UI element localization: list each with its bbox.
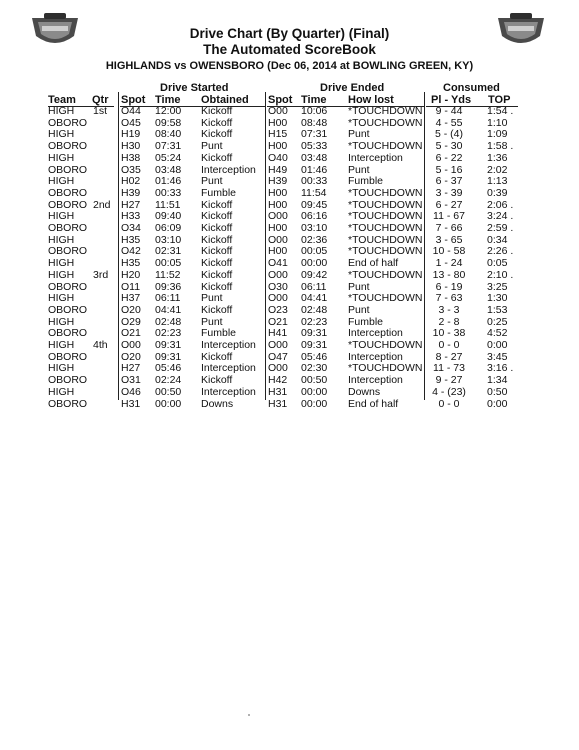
- cell-team: OBORO: [48, 327, 88, 340]
- cell-qtr: 2nd: [93, 198, 111, 211]
- group-drive-started: Drive Started: [160, 82, 229, 94]
- cell-how-lost: *TOUCHDOWN: [348, 292, 423, 305]
- cell-pl-yds: 5 - (4): [434, 128, 463, 141]
- cell-pl-yds: 4 - (23): [432, 385, 466, 398]
- cell-end-time: 02:30: [301, 362, 328, 375]
- cell-end-time: 05:46: [301, 350, 328, 363]
- cell-pl-yds: 7 - 63: [435, 292, 463, 305]
- cell-top: 1:53: [487, 303, 508, 316]
- cell-time: 11:51: [155, 198, 181, 211]
- cell-time: 09:31: [155, 350, 182, 363]
- cell-end-time: 02:36: [301, 233, 328, 246]
- cell-qtr: 1st: [93, 105, 108, 117]
- cell-spot: O46: [121, 385, 141, 398]
- cell-time: 06:09: [155, 222, 182, 234]
- cell-pl-yds: 13 - 80: [432, 268, 466, 281]
- cell-spot: O29: [121, 315, 141, 328]
- cell-time: 03:48: [155, 163, 182, 176]
- cell-obtained: Kickoff: [201, 151, 233, 164]
- cell-end-spot: H00: [268, 186, 288, 199]
- cell-how-lost: Downs: [348, 385, 381, 398]
- cell-pl-yds: 3 - 39: [435, 186, 463, 199]
- cell-team: OBORO: [48, 350, 88, 363]
- cell-time: 02:31: [155, 245, 182, 258]
- col-obtained: Obtained: [201, 94, 249, 106]
- cell-spot: H30: [121, 140, 141, 153]
- cell-spot: O42: [121, 245, 141, 258]
- cell-pl-yds: 0 - 0: [438, 397, 460, 410]
- cell-team: HIGH: [48, 292, 75, 305]
- cell-obtained: Downs: [201, 397, 234, 410]
- cell-end-spot: H31: [268, 397, 288, 410]
- cell-end-spot: O00: [268, 268, 288, 281]
- cell-time: 01:46: [155, 175, 182, 188]
- cell-pl-yds: 0 - 0: [438, 339, 460, 351]
- cell-time: 08:40: [155, 128, 182, 141]
- cell-end-time: 04:41: [301, 292, 328, 305]
- cell-pl-yds: 2 - 8: [438, 315, 460, 328]
- cell-team: HIGH: [48, 362, 75, 375]
- cell-how-lost: *TOUCHDOWN: [348, 210, 423, 223]
- cell-end-spot: H00: [268, 140, 288, 153]
- cell-top: 0:05: [487, 257, 508, 270]
- cell-how-lost: *TOUCHDOWN: [348, 339, 423, 351]
- cell-obtained: Fumble: [201, 186, 237, 199]
- col-end-time: Time: [301, 94, 327, 106]
- table-row: [0, 188, 579, 200]
- cell-obtained: Kickoff: [201, 116, 233, 129]
- cell-end-time: 02:48: [301, 303, 328, 316]
- cell-obtained: Interception: [201, 163, 256, 176]
- cell-time: 00:33: [155, 186, 182, 199]
- cell-team: OBORO: [48, 186, 88, 199]
- cell-end-time: 06:11: [301, 280, 327, 293]
- col-time: Time: [155, 94, 181, 106]
- cell-spot: O35: [121, 163, 141, 176]
- col-team: Team: [48, 94, 76, 106]
- cell-top: 2:26 .: [487, 245, 514, 258]
- cell-obtained: Kickoff: [201, 222, 233, 234]
- cell-end-spot: H00: [268, 116, 288, 129]
- cell-time: 05:24: [155, 151, 182, 164]
- cell-pl-yds: 10 - 58: [432, 245, 466, 258]
- cell-end-time: 09:45: [301, 198, 328, 211]
- cell-end-time: 11:54: [301, 186, 327, 199]
- cell-how-lost: End of half: [348, 257, 399, 270]
- col-how-lost: How lost: [348, 94, 394, 106]
- cell-time: 05:46: [155, 362, 182, 375]
- group-drive-ended: Drive Ended: [320, 82, 385, 94]
- table-row: [0, 387, 579, 399]
- cell-obtained: Fumble: [201, 327, 237, 340]
- cell-end-spot: H42: [268, 374, 288, 387]
- cell-end-time: 10:06: [301, 105, 328, 117]
- cell-spot: O44: [121, 105, 141, 117]
- table-row: [0, 270, 579, 282]
- cell-top: 1:58 .: [487, 140, 514, 153]
- cell-time: 02:48: [155, 315, 182, 328]
- cell-how-lost: *TOUCHDOWN: [348, 198, 423, 211]
- cell-team: OBORO: [48, 163, 88, 176]
- col-qtr: Qtr: [92, 94, 109, 106]
- cell-spot: O34: [121, 222, 141, 234]
- cell-end-time: 00:05: [301, 245, 328, 258]
- cell-how-lost: Fumble: [348, 175, 384, 188]
- table-row: [0, 106, 579, 118]
- cell-team: OBORO: [48, 198, 88, 211]
- cell-spot: H02: [121, 175, 141, 188]
- cell-how-lost: *TOUCHDOWN: [348, 222, 423, 234]
- cell-pl-yds: 6 - 19: [435, 280, 463, 293]
- cell-pl-yds: 3 - 3: [438, 303, 460, 316]
- cell-team: HIGH: [48, 315, 75, 328]
- cell-time: 03:10: [155, 233, 182, 246]
- cell-end-spot: H31: [268, 385, 288, 398]
- cell-team: OBORO: [48, 303, 88, 316]
- cell-top: 2:10 .: [487, 268, 514, 281]
- cell-obtained: Punt: [201, 315, 223, 328]
- cell-end-time: 06:16: [301, 210, 328, 223]
- cell-end-time: 09:42: [301, 268, 328, 281]
- cell-team: OBORO: [48, 397, 88, 410]
- cell-time: 09:36: [155, 280, 182, 293]
- cell-end-time: 07:31: [301, 128, 328, 141]
- cell-spot: H19: [121, 128, 141, 141]
- report-title: Drive Chart (By Quarter) (Final): [189, 26, 390, 41]
- cell-obtained: Punt: [201, 140, 223, 153]
- cell-team: OBORO: [48, 245, 88, 258]
- cell-time: 00:05: [155, 257, 182, 270]
- cell-obtained: Kickoff: [201, 210, 233, 223]
- scan-speck: [248, 714, 250, 716]
- cell-team: HIGH: [48, 210, 75, 223]
- cell-obtained: Interception: [201, 362, 256, 375]
- cell-spot: H31: [121, 397, 141, 410]
- cell-how-lost: *TOUCHDOWN: [348, 116, 423, 129]
- cell-obtained: Interception: [201, 339, 256, 351]
- cell-obtained: Kickoff: [201, 257, 233, 270]
- cell-pl-yds: 6 - 22: [435, 151, 463, 164]
- col-end-spot: Spot: [268, 94, 293, 106]
- cell-end-spot: O41: [268, 257, 288, 270]
- cell-end-spot: H41: [268, 327, 288, 340]
- col-pl-yds: Pl - Yds: [431, 94, 472, 106]
- cell-pl-yds: 10 - 38: [432, 327, 466, 340]
- cell-obtained: Kickoff: [201, 268, 233, 281]
- cell-how-lost: Interception: [348, 151, 403, 164]
- cell-end-spot: O00: [268, 210, 288, 223]
- cell-end-spot: H49: [268, 163, 288, 176]
- cell-spot: O20: [121, 350, 141, 363]
- cell-team: HIGH: [48, 339, 75, 351]
- cell-how-lost: *TOUCHDOWN: [348, 140, 423, 153]
- cell-time: 09:40: [155, 210, 182, 223]
- cell-how-lost: Interception: [348, 350, 403, 363]
- cell-obtained: Kickoff: [201, 350, 233, 363]
- cell-team: OBORO: [48, 222, 88, 234]
- cell-time: 02:23: [155, 327, 182, 340]
- cell-time: 06:11: [155, 292, 181, 305]
- cell-end-time: 00:00: [301, 257, 328, 270]
- cell-time: 07:31: [155, 140, 182, 153]
- cell-top: 3:16 .: [487, 362, 514, 375]
- cell-top: 3:25: [487, 280, 508, 293]
- cell-spot: O00: [121, 339, 141, 351]
- cell-pl-yds: 9 - 44: [435, 105, 463, 117]
- cell-spot: H35: [121, 257, 141, 270]
- cell-top: 2:06 .: [487, 198, 514, 211]
- cell-end-spot: O00: [268, 233, 288, 246]
- cell-top: 0:50: [487, 385, 508, 398]
- report-subtitle: The Automated ScoreBook: [203, 42, 376, 57]
- cell-time: 09:58: [155, 116, 182, 129]
- table-row: [0, 399, 579, 411]
- cell-pl-yds: 1 - 24: [435, 257, 463, 270]
- cell-spot: H27: [121, 362, 141, 375]
- cell-obtained: Kickoff: [201, 128, 233, 141]
- cell-pl-yds: 5 - 16: [435, 163, 463, 176]
- cell-end-time: 05:33: [301, 140, 328, 153]
- cell-end-spot: O40: [268, 151, 288, 164]
- cell-end-time: 00:33: [301, 175, 328, 188]
- cell-top: 0:00: [487, 397, 508, 410]
- cell-spot: O45: [121, 116, 141, 129]
- cell-spot: H38: [121, 151, 141, 164]
- cell-team: HIGH: [48, 233, 75, 246]
- cell-obtained: Kickoff: [201, 105, 233, 117]
- cell-end-spot: H00: [268, 245, 288, 258]
- cell-spot: H27: [121, 198, 141, 211]
- cell-end-time: 03:10: [301, 222, 328, 234]
- cell-how-lost: *TOUCHDOWN: [348, 362, 423, 375]
- cell-obtained: Kickoff: [201, 280, 233, 293]
- cell-how-lost: Fumble: [348, 315, 384, 328]
- cell-obtained: Kickoff: [201, 245, 233, 258]
- cell-top: 1:09: [487, 128, 508, 141]
- cell-end-time: 09:31: [301, 327, 328, 340]
- cell-top: 2:59 .: [487, 222, 514, 234]
- cell-team: HIGH: [48, 105, 75, 117]
- cell-end-spot: O00: [268, 339, 288, 351]
- cell-top: 0:34: [487, 233, 508, 246]
- cell-obtained: Kickoff: [201, 303, 233, 316]
- cell-spot: H37: [121, 292, 141, 305]
- cell-end-spot: O00: [268, 362, 288, 375]
- cell-how-lost: Interception: [348, 327, 403, 340]
- cell-qtr: 3rd: [93, 268, 109, 281]
- cell-obtained: Kickoff: [201, 233, 233, 246]
- cell-end-spot: O23: [268, 303, 288, 316]
- cell-pl-yds: 11 - 67: [433, 210, 465, 223]
- cell-end-spot: H39: [268, 175, 288, 188]
- cell-how-lost: Punt: [348, 163, 370, 176]
- cell-top: 0:25: [487, 315, 508, 328]
- cell-end-time: 01:46: [301, 163, 328, 176]
- cell-top: 1:10: [487, 116, 508, 129]
- cell-top: 1:54 .: [487, 105, 514, 117]
- cell-how-lost: *TOUCHDOWN: [348, 105, 423, 117]
- cell-end-spot: O21: [268, 315, 288, 328]
- cell-how-lost: End of half: [348, 397, 399, 410]
- cell-time: 04:41: [155, 303, 182, 316]
- cell-end-spot: H00: [268, 222, 288, 234]
- cell-team: HIGH: [48, 385, 75, 398]
- cell-obtained: Punt: [201, 175, 223, 188]
- cell-how-lost: *TOUCHDOWN: [348, 245, 423, 258]
- table-row: [0, 340, 579, 352]
- cell-time: 12:00: [155, 105, 182, 117]
- cell-time: 09:31: [155, 339, 182, 351]
- cell-end-time: 09:31: [301, 339, 328, 351]
- cell-team: HIGH: [48, 175, 75, 188]
- cell-time: 00:50: [155, 385, 182, 398]
- table-row: [0, 223, 579, 235]
- cell-team: HIGH: [48, 128, 75, 141]
- cell-end-spot: O30: [268, 280, 288, 293]
- matchup-line: HIGHLANDS vs OWENSBORO (Dec 06, 2014 at BOWLING GREEN, KY): [105, 60, 474, 72]
- cell-obtained: Punt: [201, 292, 223, 305]
- cell-team: HIGH: [48, 151, 75, 164]
- cell-time: 02:24: [155, 374, 182, 387]
- cell-pl-yds: 4 - 55: [435, 116, 463, 129]
- cell-top: 1:13: [487, 175, 508, 188]
- cell-top: 3:24 .: [487, 210, 514, 223]
- cell-end-time: 00:00: [301, 385, 328, 398]
- cell-how-lost: *TOUCHDOWN: [348, 233, 423, 246]
- cell-top: 3:45: [487, 350, 508, 363]
- cell-spot: O20: [121, 303, 141, 316]
- cell-top: 0:00: [487, 339, 508, 351]
- cell-spot: H20: [121, 268, 141, 281]
- cell-pl-yds: 6 - 37: [435, 175, 463, 188]
- cell-team: HIGH: [48, 268, 75, 281]
- cell-top: 1:30: [487, 292, 508, 305]
- cell-time: 00:00: [155, 397, 182, 410]
- col-top: TOP: [488, 94, 511, 106]
- cell-pl-yds: 7 - 66: [435, 222, 463, 234]
- cell-spot: H33: [121, 210, 141, 223]
- cell-obtained: Kickoff: [201, 374, 233, 387]
- cell-end-spot: O00: [268, 105, 288, 117]
- cell-spot: H39: [121, 186, 141, 199]
- cell-team: OBORO: [48, 140, 88, 153]
- cell-how-lost: *TOUCHDOWN: [348, 186, 423, 199]
- report-header: [0, 26, 579, 74]
- table-row: [0, 153, 579, 165]
- cell-team: HIGH: [48, 257, 75, 270]
- cell-end-time: 00:00: [301, 397, 328, 410]
- cell-top: 1:34: [487, 374, 508, 387]
- cell-team: OBORO: [48, 374, 88, 387]
- cell-pl-yds: 9 - 27: [435, 374, 463, 387]
- cell-end-spot: O00: [268, 292, 288, 305]
- cell-end-time: 00:50: [301, 374, 328, 387]
- cell-how-lost: *TOUCHDOWN: [348, 268, 423, 281]
- cell-team: OBORO: [48, 116, 88, 129]
- group-consumed: Consumed: [443, 82, 500, 94]
- table-row: [0, 305, 579, 317]
- cell-spot: H35: [121, 233, 141, 246]
- cell-end-spot: H00: [268, 198, 288, 211]
- cell-top: 4:52: [487, 327, 508, 340]
- cell-team: OBORO: [48, 280, 88, 293]
- cell-pl-yds: 3 - 65: [435, 233, 463, 246]
- cell-top: 1:36: [487, 151, 508, 164]
- cell-end-spot: O47: [268, 350, 288, 363]
- cell-pl-yds: 8 - 27: [435, 350, 463, 363]
- cell-spot: O31: [121, 374, 141, 387]
- cell-pl-yds: 5 - 30: [435, 140, 463, 153]
- cell-end-spot: H15: [268, 128, 288, 141]
- cell-pl-yds: 11 - 73: [433, 362, 465, 375]
- cell-end-time: 03:48: [301, 151, 328, 164]
- cell-how-lost: Punt: [348, 128, 370, 141]
- cell-how-lost: Punt: [348, 280, 370, 293]
- cell-obtained: Kickoff: [201, 198, 233, 211]
- cell-top: 2:02: [487, 163, 508, 176]
- cell-obtained: Interception: [201, 385, 256, 398]
- cell-end-time: 02:23: [301, 315, 328, 328]
- cell-how-lost: Interception: [348, 374, 403, 387]
- cell-spot: O11: [121, 280, 141, 293]
- cell-qtr: 4th: [93, 339, 108, 351]
- cell-how-lost: Punt: [348, 303, 370, 316]
- cell-end-time: 08:48: [301, 116, 328, 129]
- cell-pl-yds: 6 - 27: [435, 198, 463, 211]
- cell-time: 11:52: [155, 268, 181, 281]
- col-spot: Spot: [121, 94, 146, 106]
- cell-spot: O21: [121, 327, 141, 340]
- cell-top: 0:39: [487, 186, 508, 199]
